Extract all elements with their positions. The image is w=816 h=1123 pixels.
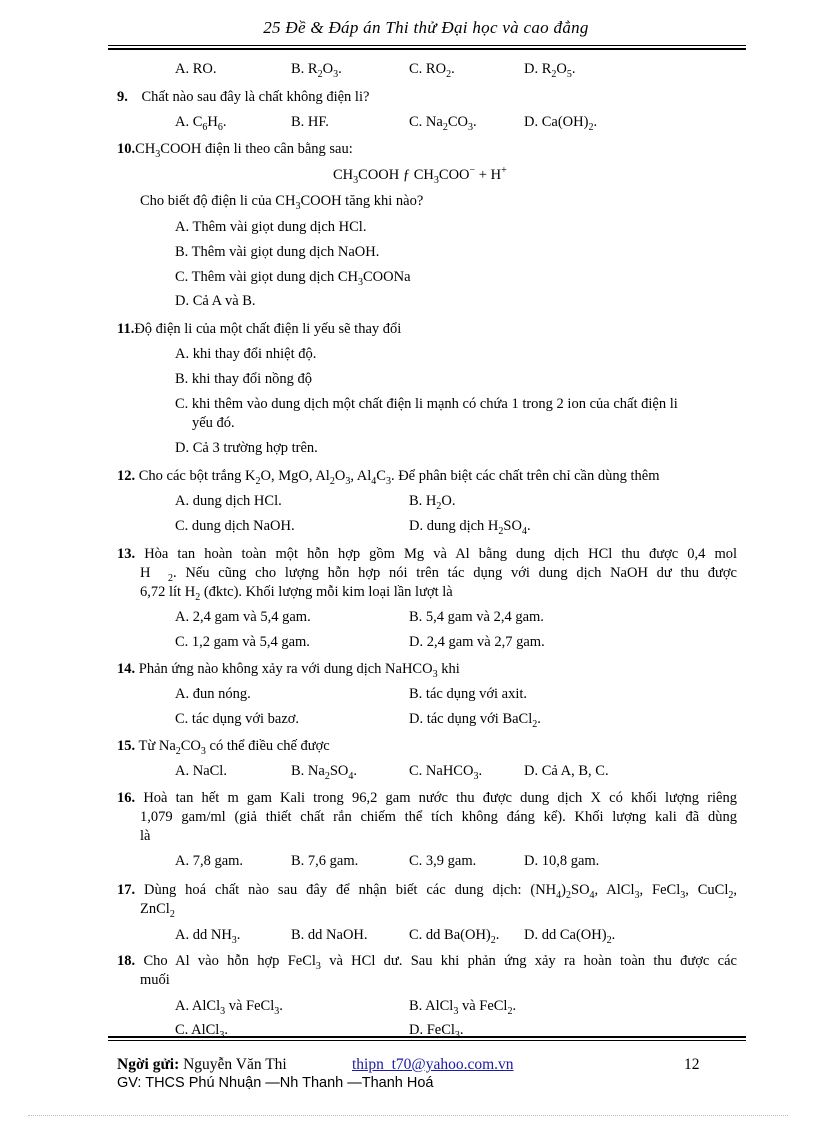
footer-sender: Ngời gửi: Nguyễn Văn Thi (117, 1056, 287, 1073)
q9-option-d: D. $Ca(OH)_2$. (524, 114, 598, 133)
q15-option-d: D. Cả A, B, C. (524, 763, 609, 779)
q11-option-a: A. khi thay đổi nhiệt độ. (175, 346, 317, 362)
q17-option-a: A. dd $NH_3$. (175, 927, 241, 946)
q10-question: Cho biết độ điện li của $CH_3COOH$ tăng khi nào? (140, 193, 424, 212)
q13-stem-line1: 13. Hòa tan hoàn toàn một hỗn hợp gồm Mg và Al bằng dung dịch HCl thu được 0,4 mol (117, 546, 737, 562)
q16-option-a: A. 7,8 gam. (175, 853, 244, 869)
footer-email-link[interactable]: thipn_t70@yahoo.com.vn (352, 1056, 514, 1073)
q17-stem-line1: 17. Dùng hoá chất nào sau đây để nhận biết các dung dịch: $(NH_4)_2SO_4$, AlCl$_3$, FeCl$_3$, CuCl$_2$, (117, 882, 737, 901)
q8-option-c: C. $RO_2$. (409, 61, 455, 80)
q16-option-c: C. 3,9 gam. (409, 853, 477, 869)
q16-stem-line1: 16. Hoà tan hết m gam Kali trong 96,2 gam nước thu được dung dịch X có khối lượng riêng (117, 790, 737, 806)
q10-equation: $CH_3COOH$ ƒ $CH_3COO^- + H^+$ (333, 165, 507, 186)
q18-option-b: B. AlCl$_3$ và FeCl$_2$. (409, 998, 517, 1017)
q15-option-a: A. NaCl. (175, 763, 227, 779)
q8-option-a: A. RO. (175, 61, 217, 77)
q15-option-c: C. NaHCO$_3$. (409, 763, 483, 782)
q10-option-d: D. Cả A và B. (175, 293, 256, 309)
q18-stem-line2: muối (140, 972, 170, 988)
q18-option-d: D. FeCl$_3$. (409, 1022, 464, 1041)
q14-option-a: A. đun nóng. (175, 686, 251, 702)
q16-stem-line2: 1,079 gam/ml (giả thiết chất rắn chiếm thể tích không đáng kể). Khối lượng kali đã dùng (140, 809, 737, 825)
q10-stem: $10.CH_3COOH$ điện li theo cân bằng sau: (117, 141, 353, 160)
q15-option-b: B. $Na_2SO_4$. (291, 763, 358, 782)
q12-option-a: A. dung dịch HCl. (175, 493, 282, 509)
q14-option-b: B. tác dụng với axit. (409, 686, 528, 702)
header-rule-thin (108, 45, 746, 46)
q14-option-d: D. tác dụng với BaCl$_2$. (409, 711, 541, 730)
q11-stem: 11.Độ điện li của một chất điện li yếu sẽ thay đổi (117, 321, 402, 337)
q10-option-a: A. Thêm vài giọt dung dịch HCl. (175, 219, 367, 235)
header-rule-thick (108, 48, 746, 50)
q9-option-b: B. HF. (291, 114, 329, 130)
q16-stem-line3: là (140, 828, 151, 844)
footer-rule-thick (108, 1036, 746, 1038)
q14-option-c: C. tác dụng với bazơ. (175, 711, 300, 727)
q8-option-d: D. $R_2O_5$. (524, 61, 576, 80)
q8-option-b: B. $R_2O_3$. (291, 61, 342, 80)
q13-stem-line2: H $_2$. Nếu cũng cho lượng hỗn hợp nói trên tác dụng với dung dịch NaOH dư thu được (140, 565, 737, 584)
q14-stem: 14. Phản ứng nào không xảy ra với dung dịch NaHCO$_3$ khi (117, 661, 460, 680)
q13-option-a: A. 2,4 gam và 5,4 gam. (175, 609, 311, 625)
q11-option-b: B. khi thay đổi nồng độ (175, 371, 312, 387)
page-number: 12 (684, 1056, 700, 1073)
q13-option-b: B. 5,4 gam và 2,4 gam. (409, 609, 544, 625)
q9-option-c: C. $Na_2CO_3$. (409, 114, 477, 133)
q9-stem: 9. Chất nào sau đây là chất không điện li? (117, 89, 370, 105)
q17-stem-line2: ZnCl$_2$ (140, 901, 175, 920)
q15-stem: 15. Từ $Na_2CO_3$ có thể điều chế được (117, 738, 330, 757)
q13-option-c: C. 1,2 gam và 5,4 gam. (175, 634, 310, 650)
q18-option-c: C. AlCl$_3$. (175, 1022, 228, 1041)
q10-option-b: B. Thêm vài giọt dung dịch NaOH. (175, 244, 380, 260)
q17-option-b: B. dd NaOH. (291, 927, 368, 943)
q16-option-b: B. 7,6 gam. (291, 853, 359, 869)
q16-option-d: D. 10,8 gam. (524, 853, 600, 869)
page-bottom-dotted-line (28, 1115, 788, 1116)
q13-stem-line3: 6,72 lít $H_2$ (đktc). Khối lượng mỗi kim loại lần lượt là (140, 584, 453, 603)
q12-option-c: C. dung dịch NaOH. (175, 518, 295, 534)
footer-rule-thin (108, 1040, 746, 1041)
footer-school: GV: THCS Phú Nhuận —Nh Thanh —Thanh Hoá (117, 1075, 434, 1091)
q10-option-c: C. Thêm vài giọt dung dịch $CH_3COONa$ (175, 269, 411, 288)
q17-option-d: D. dd $Ca(OH)_2$. (524, 927, 616, 946)
q11-option-c-line2: yếu đó. (192, 415, 235, 431)
q9-option-a: A. $C_6H_6$. (175, 114, 227, 133)
page-header: 25 Đề & Đáp án Thi thử Đại học và cao đẳng (263, 18, 589, 37)
q18-option-a: A. AlCl$_3$ và FeCl$_3$. (175, 998, 283, 1017)
q17-option-c: C. dd $Ba(OH)_2$. (409, 927, 500, 946)
q18-stem-line1: 18. Cho Al vào hỗn hợp FeCl$_3$ và HCl dư. Sau khi phản ứng xảy ra hoàn toàn thu được các (117, 953, 737, 972)
q12-option-b: B. $H_2O$. (409, 493, 456, 512)
q12-stem: 12. Cho các bột trắng $K_2O$, MgO, $Al_2O_3$, $Al_4C_3$. Để phân biệt các chất trên chỉ cần dùng thêm (117, 468, 660, 487)
q11-option-c-line1: C. khi thêm vào dung dịch một chất điện li mạnh có chứa 1 trong 2 ion của chất điện li (175, 396, 678, 412)
q12-option-d: D. dung dịch $H_2SO_4$. (409, 518, 531, 537)
q11-option-d: D. Cả 3 trường hợp trên. (175, 440, 318, 456)
q13-option-d: D. 2,4 gam và 2,7 gam. (409, 634, 545, 650)
